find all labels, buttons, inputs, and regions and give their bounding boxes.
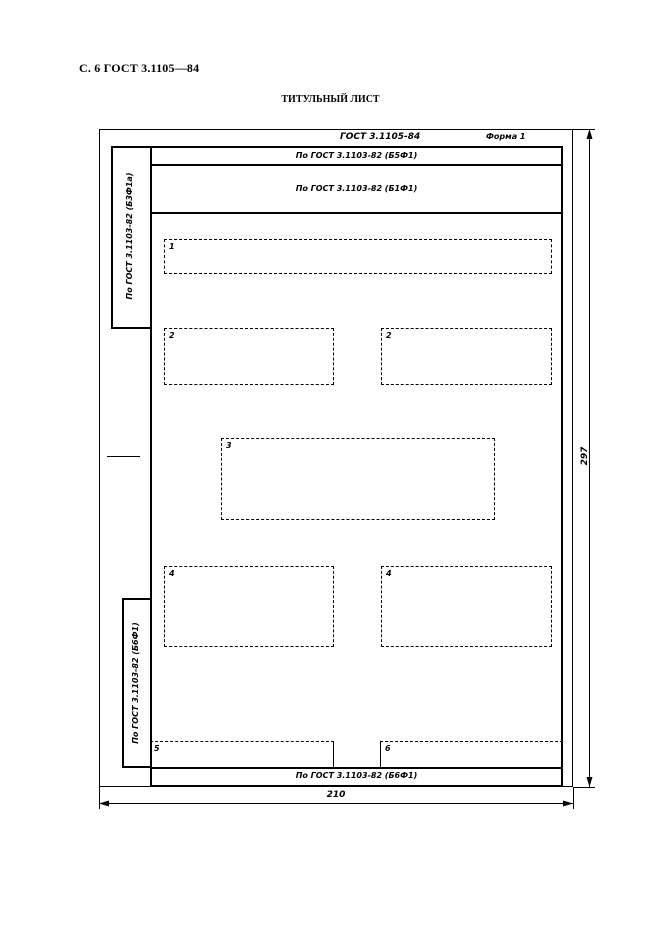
form-gost-label: ГОСТ 3.1105-84 [340,132,421,142]
side-block-bottom-label: По ГОСТ 3.1103-82 (Б6Ф1) [131,622,140,744]
zone-6-number: 6 [385,744,391,753]
zone-1 [164,239,552,274]
zone-4-right-number: 4 [386,569,392,578]
height-dim-label: 297 [580,446,590,466]
side-block-top-label: По ГОСТ 3.1103-82 (Б3Ф1а) [125,172,134,300]
zone-2-right-number: 2 [386,331,392,340]
zone-2-right [381,328,552,385]
top-block-2-label: По ГОСТ 3.1103-82 (Б1Ф1) [295,184,418,193]
zone-5 [150,741,334,768]
zone-3-number: 3 [226,441,232,450]
zone-4-left-number: 4 [169,569,175,578]
form-number-label: Форма 1 [486,132,526,141]
top-block-1-bottom [150,164,563,166]
zone-4-left [164,566,334,647]
top-block-2-bottom [150,212,563,214]
fold-mark [107,456,140,457]
top-block-1-label: По ГОСТ 3.1103-82 (Б5Ф1) [295,151,418,160]
page-title: ТИТУЛЬНЫЙ ЛИСТ [281,94,380,105]
zone-2-left [164,328,334,385]
zone-5-number: 5 [154,744,160,753]
zone-6 [380,741,563,768]
zone-2-left-number: 2 [169,331,175,340]
zone-1-number: 1 [169,242,175,251]
zone-3 [221,438,495,520]
width-dim-label: 210 [326,790,346,800]
bottom-block-label: По ГОСТ 3.1103-82 (Б6Ф1) [295,771,418,780]
page-header: С. 6 ГОСТ 3.1105—84 [79,61,200,75]
zone-4-right [381,566,552,647]
